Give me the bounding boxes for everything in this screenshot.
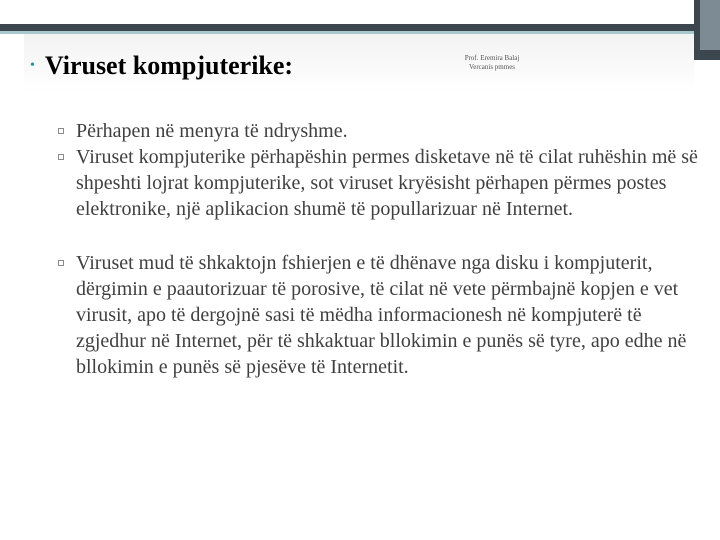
header-note <box>432 54 552 72</box>
title-bullet-icon: • <box>30 58 35 73</box>
bullet-item-3 <box>58 250 698 380</box>
square-bullet-icon <box>58 260 64 266</box>
square-bullet-icon <box>58 128 64 134</box>
bullet-text-1: Përhapen në menyra të ndryshme. <box>76 120 348 142</box>
bullet-text-2: Viruset kompjuterike përhapëshin permes disketave në të cilat ruhëshin më së shpeshti lojrat kompjuterike, sot viruset kryësisht përhapen përmes postes elektronike, një aplikacion shumë të popullarizuar në Internet. <box>76 146 698 220</box>
header-note-line2: Vercanis pmmes <box>468 63 516 71</box>
header-note-line1: Prof. Eremira Balaj <box>464 54 520 62</box>
bullet-list <box>58 118 698 380</box>
top-dark-bar <box>0 24 720 31</box>
bullet-item-2 <box>58 144 698 222</box>
corner-block-light <box>700 0 720 50</box>
square-bullet-icon <box>58 154 64 160</box>
bullet-text-3: Viruset mud të shkaktojn fshierjen e të dhënave nga disku i kompjuterit, dërgimin e paautorizuar të porosive, të cilat në vete përmbajnë kopjen e vet virusit, apo të dergojnë sasi të mëdha informacionesh në kompjuterë të zgjedhur në Internet, për të shkaktuar bllokimin e punës së tyre, apo edhe në bllokimin e punës së pjesëve të Internetit. <box>76 252 687 378</box>
slide-title-row <box>30 48 430 84</box>
bullet-item-1 <box>58 118 698 144</box>
slide-title: Viruset kompjuterike: <box>44 51 294 80</box>
